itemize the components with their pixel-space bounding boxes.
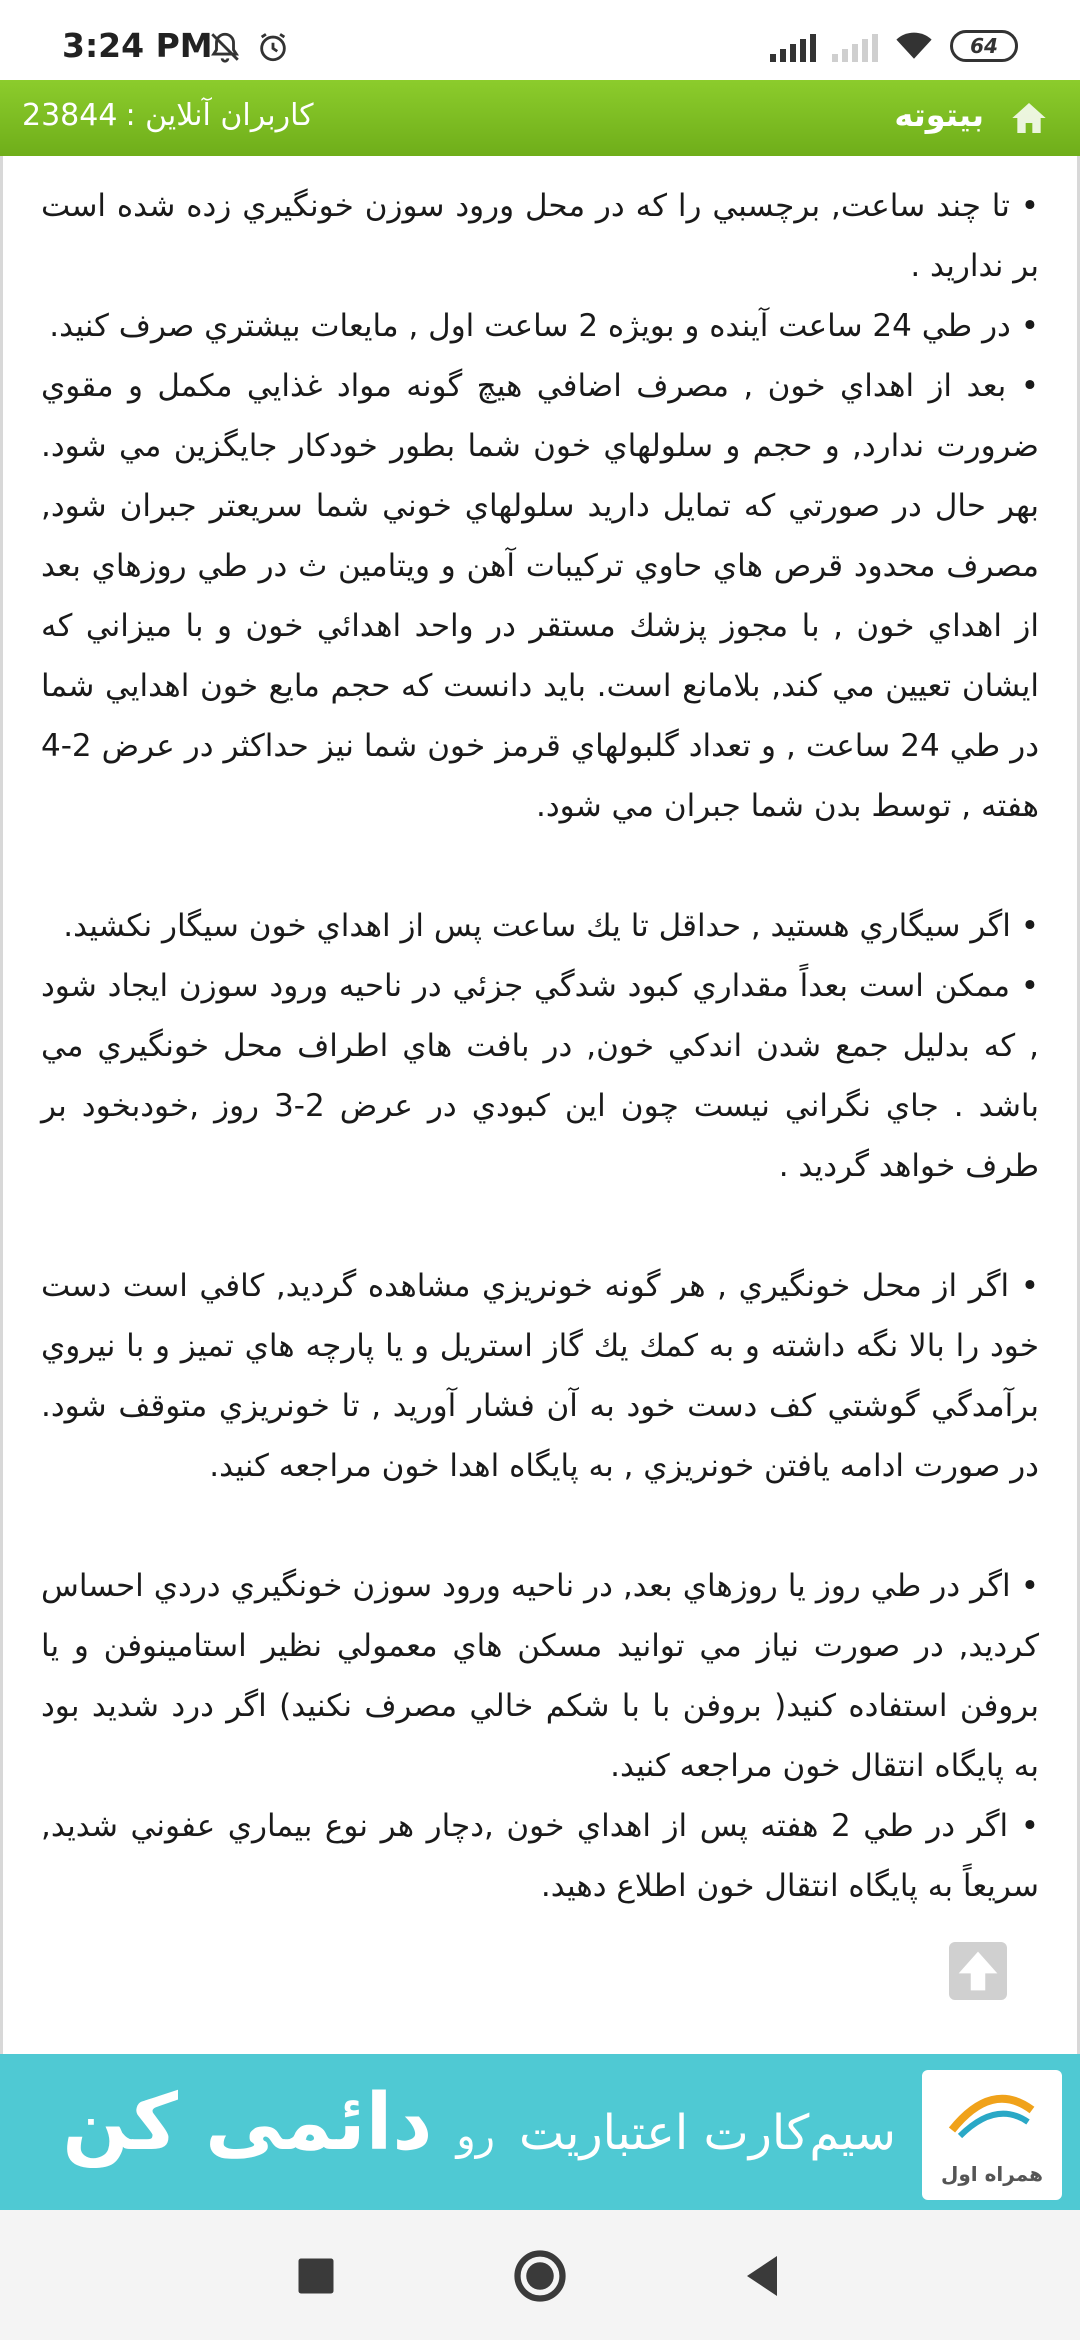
online-users-label: کاربران آنلاین :	[125, 98, 314, 133]
wifi-icon	[894, 30, 934, 62]
ad-text-part2: رو	[456, 2113, 495, 2159]
article-paragraph: • اگر سيگاري هستيد , حداقل تا يك ساعت پس از اهداي خون سيگار نكشيد.	[63, 908, 1039, 944]
ad-text-part3: دائمی کن	[62, 2078, 433, 2168]
status-bar	[0, 0, 1080, 80]
ad-logo	[922, 2070, 1062, 2200]
site-title[interactable]: بیتوته	[894, 96, 984, 134]
article-content	[0, 156, 1080, 2054]
article-paragraph: • اگر از محل خونگيري , هر گونه خونريزي مشاهده گرديد, كافي است دست خود را بالا نگه داشته و به كمك يك گاز استريل و يا پارچه هاي تميز و با نيروي برآمدگي گوشتي كف دست خود به آن فشار آوريد , تا خونريزي متوقف شود. در صورت ادامه يافتن خونريزي , به پايگاه اهدا خون مراجعه كنيد.	[41, 1268, 1039, 1484]
cell-signal-icon	[770, 32, 816, 62]
home-circle-icon[interactable]	[510, 2246, 570, 2306]
cell-signal-weak-icon	[832, 32, 878, 62]
arrow-up-icon	[949, 1942, 1007, 2000]
article-paragraph: • در طي 24 ساعت آينده و بويژه 2 ساعت اول , مايعات بيشتري صرف كنيد.	[49, 308, 1039, 344]
bell-muted-icon	[208, 30, 242, 64]
scroll-to-top-button[interactable]	[949, 1942, 1007, 2000]
alarm-icon	[256, 30, 290, 64]
navigation-bar	[0, 2210, 1080, 2340]
ad-logo-text: همراه اول	[941, 2162, 1043, 2186]
article-paragraph: • اگر در طي 2 هفته پس از اهداي خون ,دچار هر نوع بيماري عفوني شديد, سريعاً به پايگاه انتقال خون اطلاع دهيد.	[41, 1808, 1039, 1904]
operator-logo-icon	[922, 2070, 1062, 2160]
back-icon[interactable]	[732, 2246, 792, 2306]
app-header	[0, 80, 1080, 156]
home-icon[interactable]	[1008, 98, 1050, 138]
ad-banner[interactable]	[0, 2054, 1080, 2210]
ad-text	[62, 2078, 896, 2168]
article-paragraph: • بعد از اهداي خون , مصرف اضافي هيچ گونه مواد غذايي مكمل و مقوي ضرورت ندارد, و حجم و سلولهاي خون شما بطور خودكار جايگزين مي شود. بهر حال در صورتي كه تمايل داريد سلولهاي خوني شما سريعتر جبران شود, مصرف محدود قرص هاي حاوي تركيبات آهن و ويتامين ث در طي روزهاي بعد از اهداي خون , با مجوز پزشك مستقر در واحد اهدائي خون و با ميزاني كه ايشان تعيين مي كند, بلامانع است. بايد دانست كه حجم مايع خون اهدايي شما در طي 24 ساعت , و تعداد گلبولهاي قرمز خون شما نيز حداكثر در عرض 2-4 هفته , توسط بدن شما جبران مي شود.	[41, 368, 1039, 824]
article-paragraph: • اگر در طي روز يا روزهاي بعد, در ناحيه ورود سوزن خونگيري دردي احساس كرديد, در صورت نياز مي توانيد مسكن هاي معمولي نظير استامينوفن و يا بروفن استفاده كنيد( بروفن با با شكم خالي مصرف نكنيد) اگر درد شديد بود به پايگاه انتقال خون مراجعه كنيد.	[41, 1568, 1039, 1784]
online-users	[22, 98, 314, 133]
article-paragraph: • ممكن است بعداً مقداري كبود شدگي جزئي در ناحيه ورود سوزن ايجاد شود , كه بدليل جمع شدن اندكي خون, در بافت هاي اطراف محل خونگيري مي باشد . جاي نگراني نيست چون اين كبودي در عرض 2-3 روز ,خودبخود بر طرف خواهد گرديد .	[41, 968, 1039, 1184]
status-time: 3:24 PM	[62, 26, 213, 65]
ad-text-part1: سیم‌کارت اعتباریت	[519, 2105, 896, 2161]
online-users-count: 23844	[22, 98, 118, 133]
recents-icon[interactable]	[286, 2246, 346, 2306]
article-paragraph: • تا چند ساعت, برچسبي را كه در محل ورود سوزن خونگيري زده شده است بر نداريد .	[41, 188, 1039, 284]
battery-indicator: 64	[950, 30, 1018, 62]
